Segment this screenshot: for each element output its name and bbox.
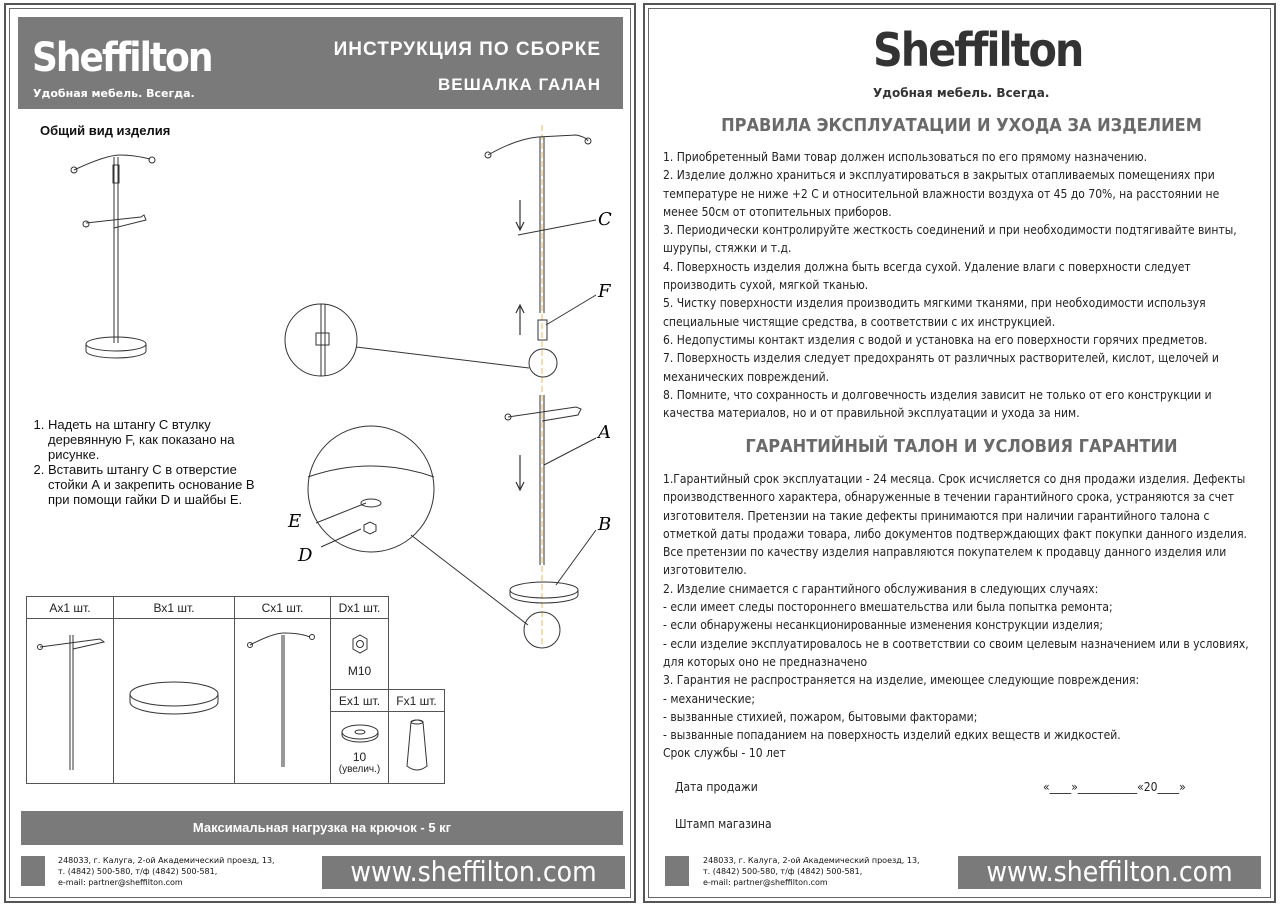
service-life: Срок службы - 10 лет [663,746,786,761]
nut-drawing [335,631,385,661]
part-e-note: (увелич.) [338,763,381,775]
callout-B: B [598,514,612,535]
warranty-term: - если обнаружены несанкционированные изменения конструкции изделия; [663,618,1103,633]
warranty-page [643,3,1276,903]
overview-drawing [66,145,176,360]
assembly-steps [34,417,274,507]
warranty-term: - механические; [663,691,755,706]
page-title: ИНСТРУКЦИЯ ПО СБОРКЕ [333,39,601,60]
part-e-cell [331,712,389,784]
brand-logo: Sheffilton [873,23,1083,77]
rules-title: ПРАВИЛА ЭКСПЛУАТАЦИИ И УХОДА ЗА ИЗДЕЛИЕМ [721,115,1202,136]
step-1: 1. Надеть на штангу С втулку деревянную F, как показано на рисунке. [48,417,274,462]
sale-date-label: Дата продажи [675,780,758,794]
sleeve-drawing [397,714,437,778]
part-b-header: Вх1 шт. [114,597,235,619]
callout-D: D [298,545,313,566]
warranty-term: - если изделие эксплуатировалось не в соответствии со своим целевым назначением или в условиях, для которых оно не предназначено [663,636,1249,669]
rule-4: 4. Поверхность изделия должна быть всегда сухой. Удаление влаги с поверхности следует производить сухой, мягкой тканью. [663,259,1191,293]
website-banner: www.sheffilton.com [958,856,1261,889]
overview-label: Общий вид изделия [40,123,171,138]
rule-6: 6. Недопустимы контакт изделия с водой и установка на его поверхности горячих предметов. [663,332,1208,347]
part-b-cell [114,619,235,784]
part-d-size: M10 [347,663,372,678]
warranty-term: - вызванные попаданием на поверхность изделий едких веществ и жидкостей. [663,728,1121,743]
warranty-term: 2. Изделие снимается с гарантийного обслуживания в следующих случаях: [663,581,1099,596]
part-a-cell [27,619,114,784]
footer-square [665,856,689,886]
part-d-cell [331,619,389,690]
header-banner [18,17,623,109]
warranty-term: 3. Гарантия не распространяется на изделие, имеющее следующие повреждения: [663,673,1140,688]
callout-E: E [288,511,302,532]
warranty-term: - вызванные стихией, пожаром, бытовыми факторами; [663,709,978,724]
part-a-header: Ах1 шт. [27,597,114,619]
website-banner: www.sheffilton.com [322,856,625,889]
parts-table [26,596,445,784]
footer-address [58,855,275,888]
rule-8: 8. Помните, что сохранность и долговечность изделия зависит не только от его конструкции и качества материалов, но и от правильной эксплуатации и ухода за ним. [663,387,1212,421]
rule-1: 1. Приобретенный Вами товар должен использоваться по его прямому назначению. [663,150,1148,164]
address-line: 248033, г. Калуга, 2-ой Академический проезд, 13, [58,856,275,865]
max-load-banner: Максимальная нагрузка на крючок - 5 кг [21,811,623,845]
phone-line: т. (4842) 500-580, т/ф (4842) 500-581, [703,867,863,876]
product-name: ВЕШАЛКА ГАЛАН [437,75,601,94]
assembly-instruction-page [4,3,636,903]
address-line: 248033, г. Калуга, 2-ой Академический проезд, 13, [703,856,920,865]
part-f-header: Fх1 шт. [389,690,445,712]
store-stamp-label: Штамп магазина [675,817,772,831]
rule-3: 3. Периодически контролируйте жесткость соединений и при необходимости подтягивайте винты, шурупы, стяжки и т.д. [663,223,1237,256]
phone-line: т. (4842) 500-580, т/ф (4842) 500-581, [58,867,218,876]
warranty-term: 1.Гарантийный срок эксплуатации - 24 месяца. Срок исчисляется со дня продажи изделия. Дефекты производственного характера, обнаруженные в течении гарантийного срока, устраняются за счет изготовителя. Претензии на такие дефекты принимаются при наличии гарантийного талона с отметкой даты продажи товара, либо документов подтверждающих факт покупки данного изделия. Все претензии по качеству изделия направляются покупателем к продавцу данного изделия или изготовителю. [663,472,1247,578]
brand-tagline: Удобная мебель. Всегда. [873,86,1050,100]
callout-F: F [598,281,611,302]
email-line: e-mail: partner@sheffilton.com [703,878,828,887]
part-c-cell [235,619,331,784]
part-e-header: Ех1 шт. [331,690,389,712]
callout-C: C [598,209,612,230]
step-2: 2. Вставить штангу С в отверстие стойки А и закрепить основание В при помощи гайки D и шайбы Е. [48,462,274,507]
part-b-drawing [119,670,229,730]
footer-square [21,856,45,886]
brand-tagline: Удобная мебель. Всегда. [33,87,195,100]
footer-address [703,855,920,888]
rule-7: 7. Поверхность изделия следует предохранять от различных растворителей, кислот, щелочей и механических повреждений. [663,351,1219,384]
rule-5: 5. Чистку поверхности изделия производить мягкими тканями, при необходимости используя специальные чистящие средства, в соответствии с их инструкцией. [663,296,1206,329]
callout-A: A [598,422,611,443]
sale-date-field[interactable]: «____»___________«20____» [1043,780,1186,794]
warranty-terms [663,470,1255,763]
email-line: e-mail: partner@sheffilton.com [58,878,183,887]
assembly-diagram [276,125,626,655]
rule-2: 2. Изделие должно храниться и эксплуатироваться в закрытых отапливаемых помещениях при температуре не ниже +2 С и относительной влажности воздуха от 45 до 70%, на расстоянии не менее 50см от отопительных приборов. [663,168,1220,219]
warranty-title: ГАРАНТИЙНЫЙ ТАЛОН И УСЛОВИЯ ГАРАНТИИ [745,436,1178,457]
rules-list [663,148,1255,422]
brand-logo: Sheffilton [32,35,212,81]
part-d-header: Dх1 шт. [331,597,389,619]
part-f-cell [389,712,445,784]
part-c-header: Сх1 шт. [235,597,331,619]
washer-drawing [335,720,385,748]
part-a-drawing [30,625,110,775]
part-e-size: 10 [352,749,367,764]
part-c-drawing [238,625,328,775]
warranty-term: - если имеет следы постороннего вмешательства или была попытка ремонта; [663,600,1113,615]
